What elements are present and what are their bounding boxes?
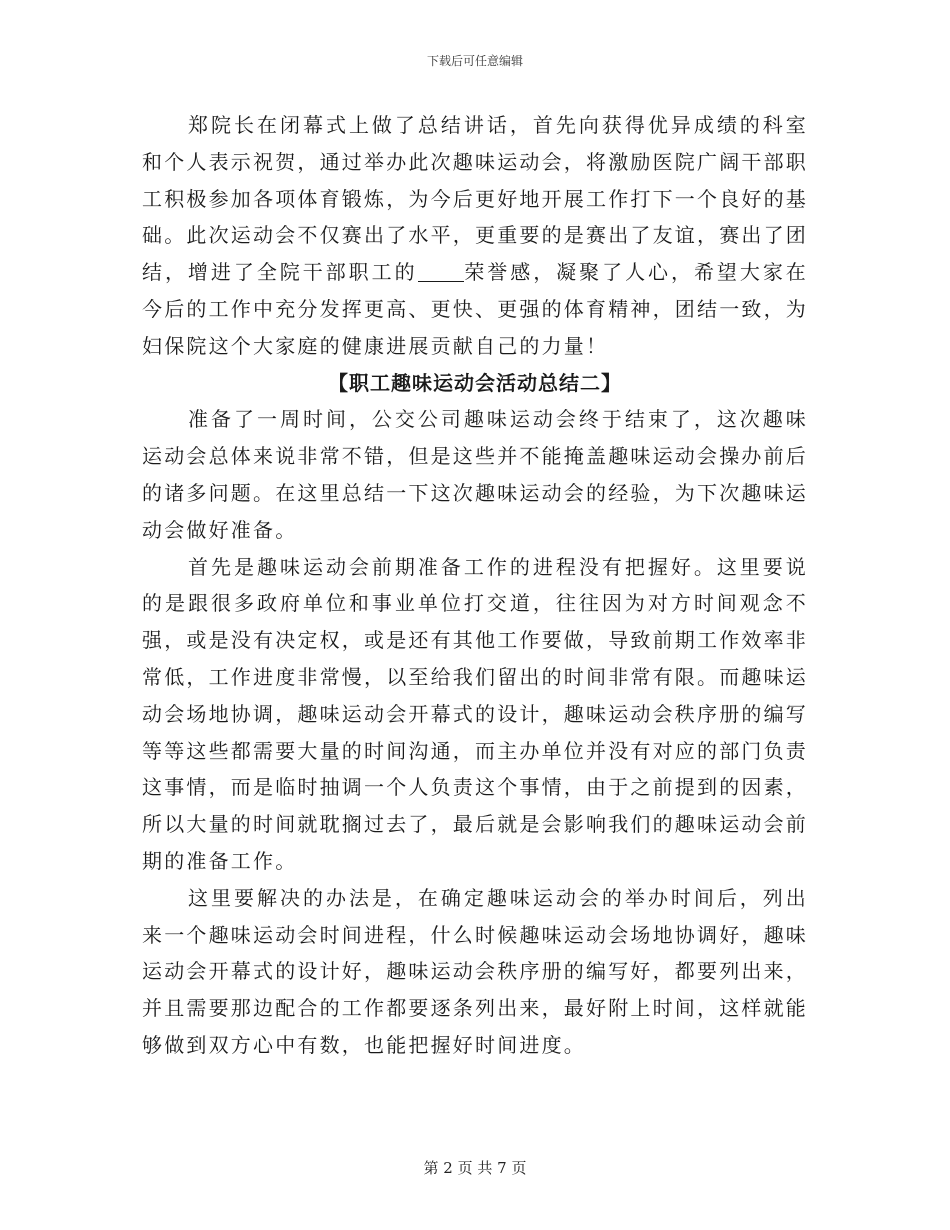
document-body bbox=[142, 107, 808, 1064]
paragraph-problem: 首先是趣味运动会前期准备工作的进程没有把握好。这里要说的是跟很多政府单位和事业单位打交道，往往因为对方时间观念不强，或是没有决定权，或是还有其他工作要做，导致前期工作效率非常低，工作进度非常慢，以至给我们留出的时间非常有限。而趣味运动会场地协调，趣味运动会开幕式的设计，趣味运动会秩序册的编写等等这些都需要大量的时间沟通，而主办单位并没有对应的部门负责这事情，而是临时抽调一个人负责这个事情，由于之前提到的因素，所以大量的时间就耽搁过去了，最后就是会影响我们的趣味运动会前期的准备工作。 bbox=[142, 554, 808, 873]
paragraph-closing-speech bbox=[142, 107, 808, 365]
paragraph-solution: 这里要解决的办法是，在确定趣味运动会的举办时间后，列出来一个趣味运动会时间进程，什么时候趣味运动会场地协调好，趣味运动会开幕式的设计好，趣味运动会秩序册的编写好，都要列出来，并且需要那边配合的工作都要逐条列出来，最好附上时间，这样就能够做到双方心中有数，也能把握好时间进度。 bbox=[142, 885, 808, 1057]
section-heading: 【职工趣味运动会活动总结二】 bbox=[328, 370, 622, 395]
paragraph-intro: 准备了一周时间，公交公司趣味运动会终于结束了，这次趣味运动会总体来说非常不错，但是这些并不能掩盖趣味运动会操办前后的诸多问题。在这里总结一下这次趣味运动会的经验，为下次趣味运动会做好准备。 bbox=[142, 407, 808, 542]
paragraph-text-part2: 荣誉感，凝聚了人心，希望大家在今后的工作中充分发挥更高、更快、更强的体育精神，团结一致，为妇保院这个大家庭的健康进展贡献自己的力量！ bbox=[142, 260, 809, 358]
fill-in-blank bbox=[418, 261, 464, 282]
paragraph-text-part1: 郑院长在闭幕式上做了总结讲话，首先向获得优异成绩的科室和个人表示祝贺，通过举办此次趣味运动会，将激励医院广阔干部职工积极参加各项体育锻炼，为今后更好地开展工作打下一个良好的基础。此次运动会不仅赛出了水平，更重要的是赛出了友谊，赛出了团结，增进了全院干部职工的 bbox=[142, 113, 808, 285]
page-number: 第 2 页 共 7 页 bbox=[423, 1159, 527, 1177]
page-header-note: 下载后可任意编辑 bbox=[426, 54, 523, 68]
